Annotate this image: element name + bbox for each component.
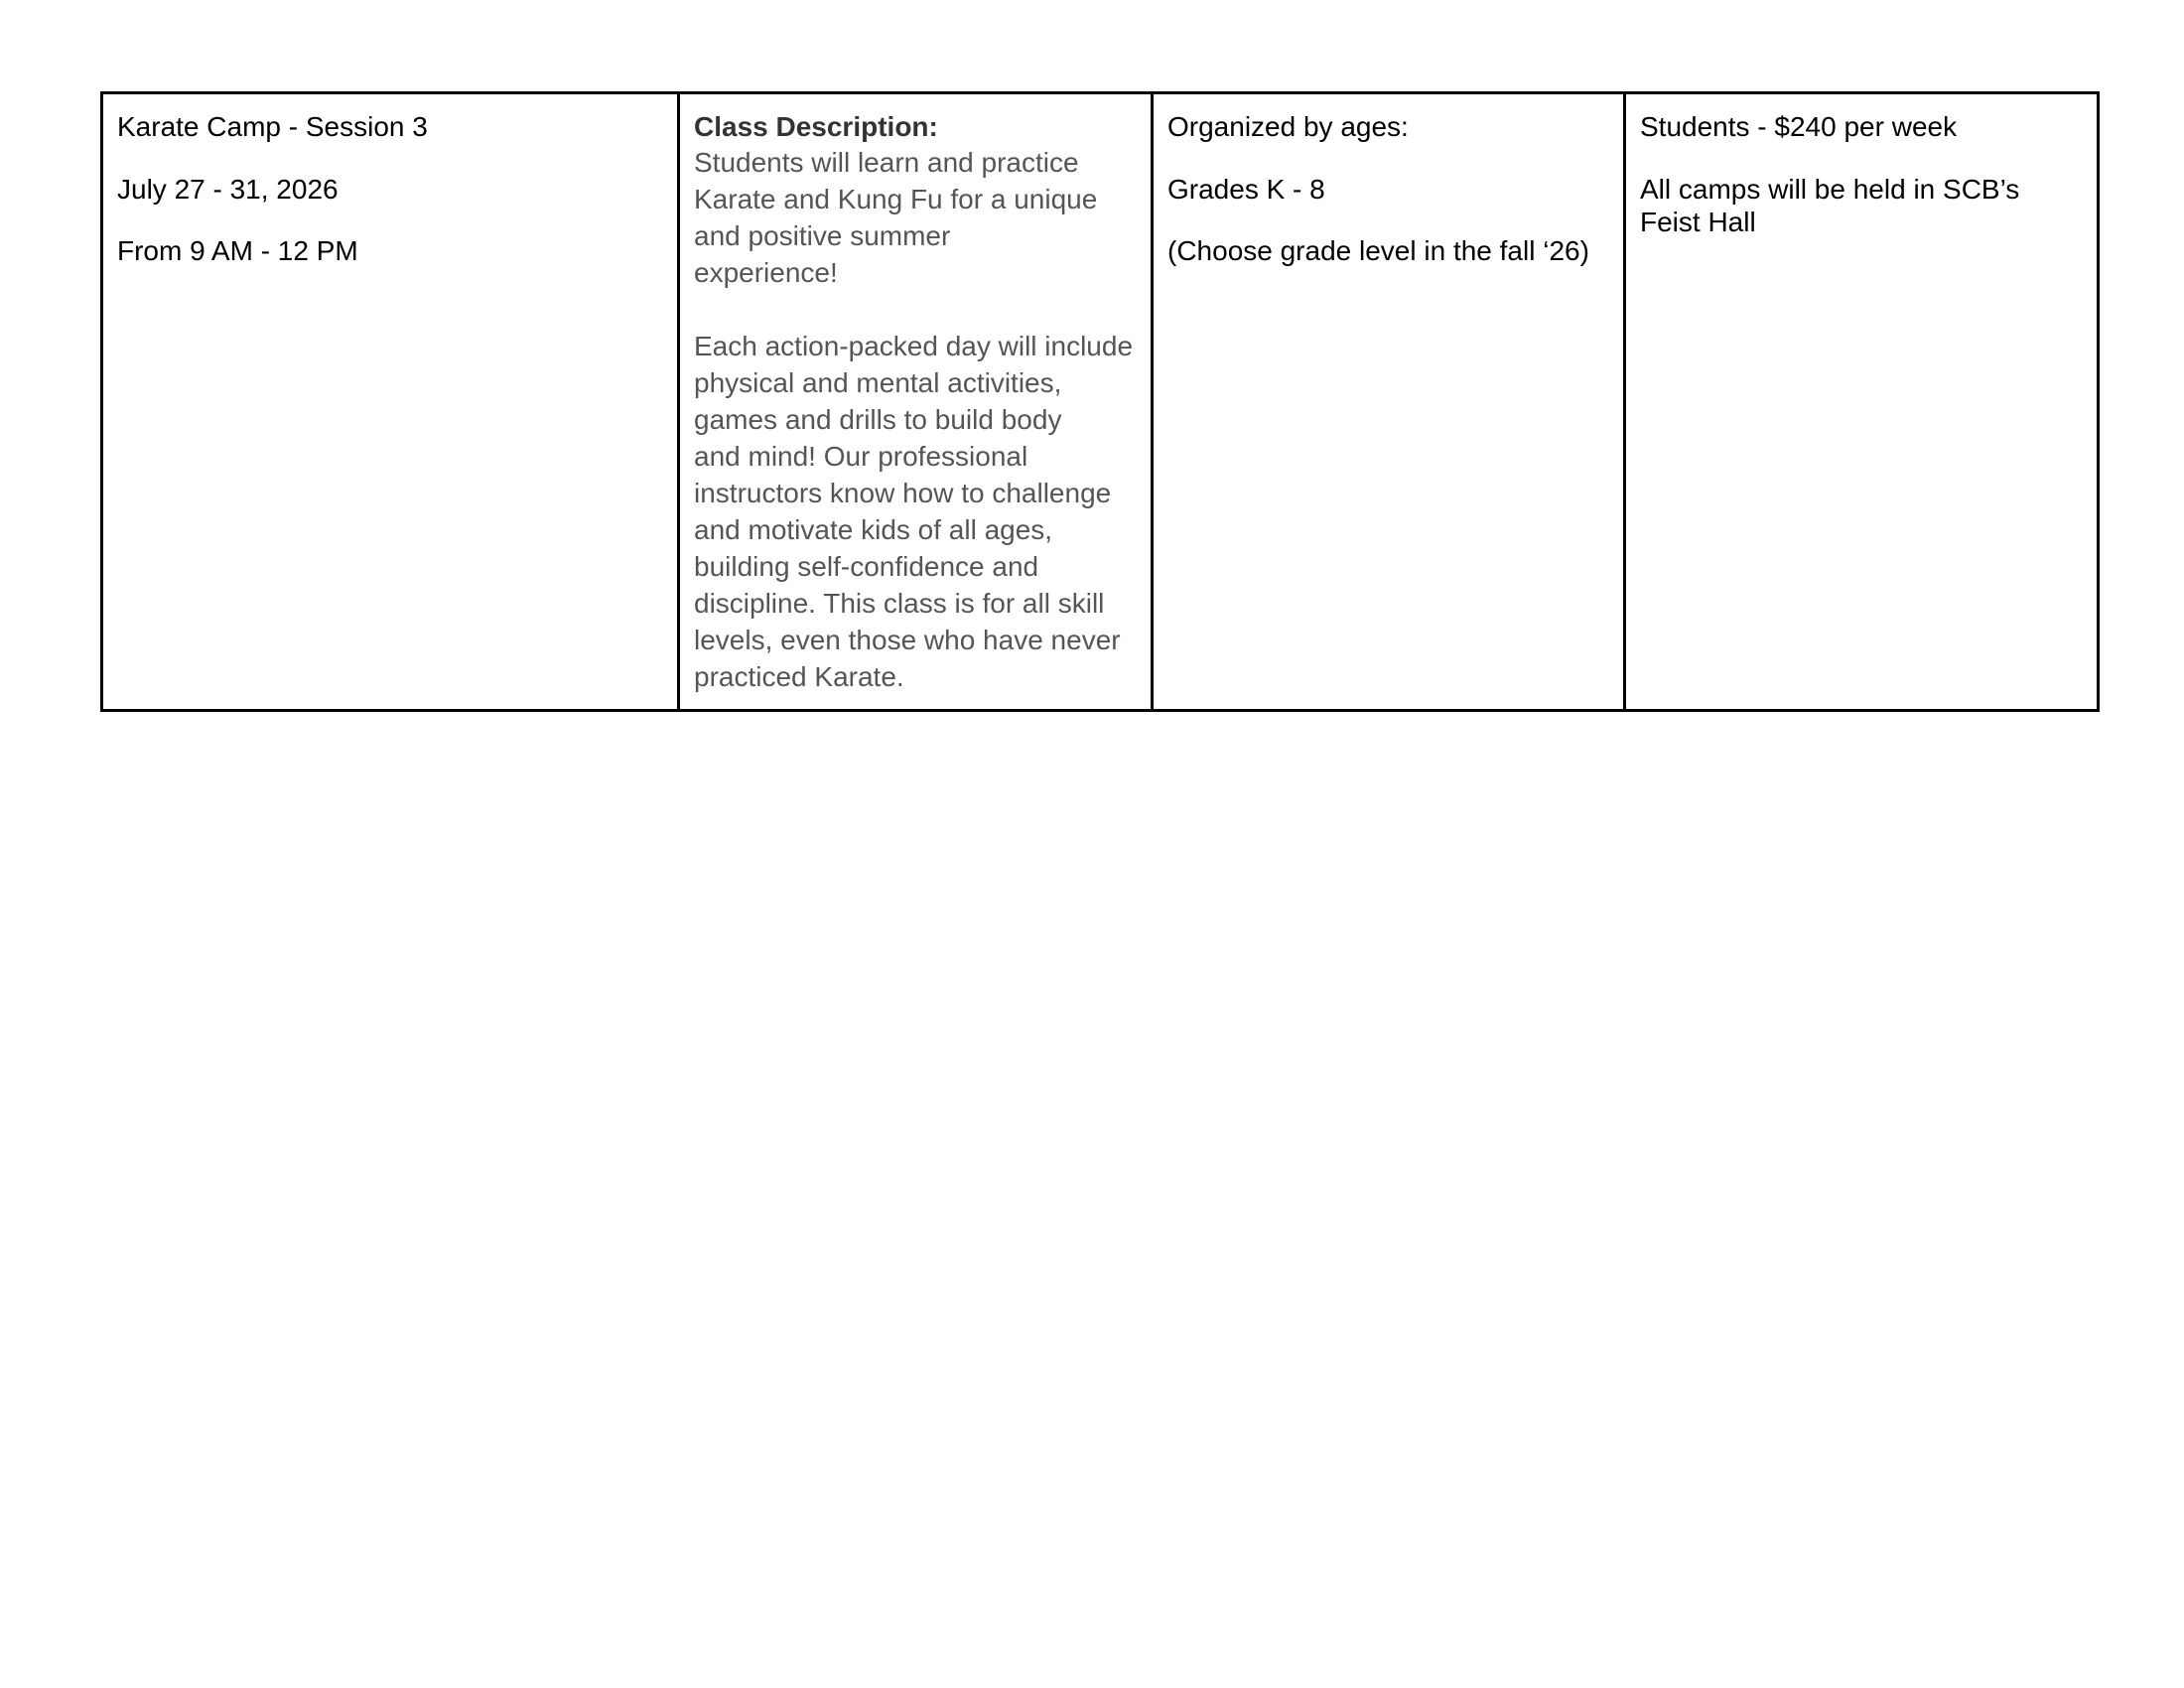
session-title: Karate Camp - Session 3 [117, 111, 428, 142]
description-cell [679, 93, 1153, 711]
organization-cell [1153, 93, 1625, 711]
pricing-cell [1625, 93, 2099, 711]
location-line-1: All camps will be held in SCB’s [1640, 173, 2020, 205]
organization-intro: Organized by ages: [1167, 111, 1409, 142]
session-time: From 9 AM - 12 PM [117, 235, 358, 267]
grades-range: Grades K - 8 [1167, 173, 1325, 205]
description-paragraph-2: Each action-packed day will include physical and mental activities, games and drills to build body and mind! Our professional instructors know how to challenge and motivate kids of all ages, building self-confidence and discipline. This class is for all skill levels, even those who have never practiced Karate. [694, 330, 1134, 692]
description-paragraph-1: Students will learn and practice Karate and Kung Fu for a unique and positive summer experience! [694, 146, 1098, 288]
session-cell [102, 93, 679, 711]
camp-info-table [100, 91, 2100, 712]
grade-note: (Choose grade level in the fall ‘26) [1167, 235, 1589, 267]
session-dates: July 27 - 31, 2026 [117, 173, 339, 205]
price-text: Students - $240 per week [1640, 111, 1958, 142]
table-row [102, 93, 2099, 711]
location-line-2: Feist Hall [1640, 207, 1756, 238]
description-heading: Class Description: [694, 111, 938, 142]
